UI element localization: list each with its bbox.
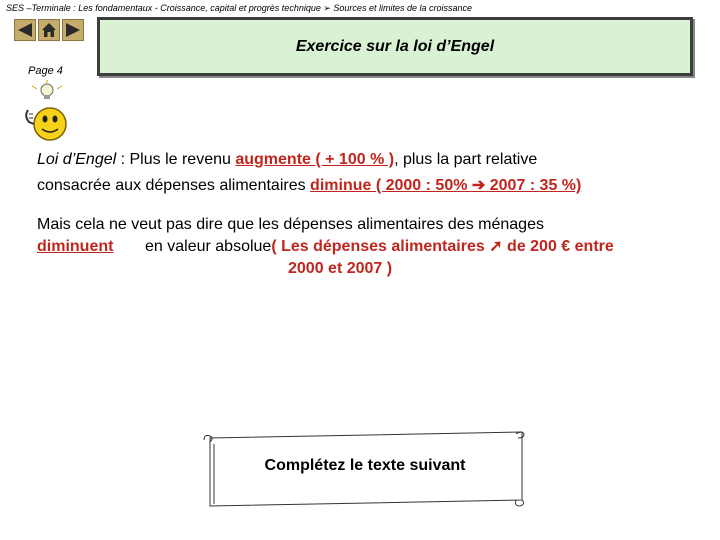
answer-share-part-b: 2007 : 35 %) bbox=[485, 177, 582, 194]
engel-law-lead: Loi d’Engel bbox=[37, 151, 117, 168]
paragraph2-text-2: en valeur absolue bbox=[145, 238, 272, 255]
answer-share-decrease bbox=[310, 177, 581, 194]
left-arrow-icon bbox=[16, 22, 34, 38]
note-food-spending-years: 2000 et 2007 ) bbox=[288, 260, 393, 277]
page-number: Page 4 bbox=[28, 65, 63, 77]
paragraph2-line-2 bbox=[37, 236, 614, 256]
answer-share-part-a: diminue ( 2000 : 50% bbox=[310, 177, 472, 194]
right-arrow-icon bbox=[64, 22, 82, 38]
page-title: Exercice sur la loi d’Engel bbox=[295, 38, 495, 55]
engel-text-2: , plus la part relative bbox=[394, 151, 538, 168]
breadcrumb bbox=[6, 3, 472, 14]
thinking-smiley-icon bbox=[20, 80, 75, 148]
note-part-b: de 200 € entre bbox=[502, 238, 614, 255]
engel-line-2 bbox=[37, 175, 581, 195]
up-arrow-icon: ➚ bbox=[489, 238, 503, 255]
note-food-spending bbox=[271, 238, 613, 255]
next-button[interactable] bbox=[62, 19, 84, 41]
answer-diminuent: diminuent bbox=[37, 238, 114, 255]
home-icon bbox=[40, 21, 58, 39]
breadcrumb-part1: SES –Terminale : Les fondamentaux - Croissance, capital et progrès technique bbox=[6, 3, 321, 13]
nav-buttons bbox=[14, 19, 84, 43]
title-box bbox=[97, 17, 693, 76]
arrow-bullet-icon: ➢ bbox=[323, 3, 331, 13]
engel-line-1 bbox=[37, 151, 537, 169]
answer-income-increase: augmente ( + 100 % ) bbox=[235, 151, 395, 168]
engel-text-1: : Plus le revenu bbox=[116, 151, 236, 168]
prev-button[interactable] bbox=[14, 19, 36, 41]
breadcrumb-part2: Sources et limites de la croissance bbox=[333, 3, 472, 13]
engel-text-3: consacrée aux dépenses alimentaires bbox=[37, 177, 311, 194]
instruction-scroll bbox=[200, 430, 530, 508]
home-button[interactable] bbox=[38, 19, 60, 41]
paragraph2-line-1: Mais cela ne veut pas dire que les dépenses alimentaires des ménages bbox=[37, 216, 544, 233]
scroll-instruction-text: Complétez le texte suivant bbox=[264, 457, 466, 474]
right-arrow-icon: ➔ bbox=[471, 177, 486, 194]
note-part-a: ( Les dépenses alimentaires bbox=[271, 238, 490, 255]
